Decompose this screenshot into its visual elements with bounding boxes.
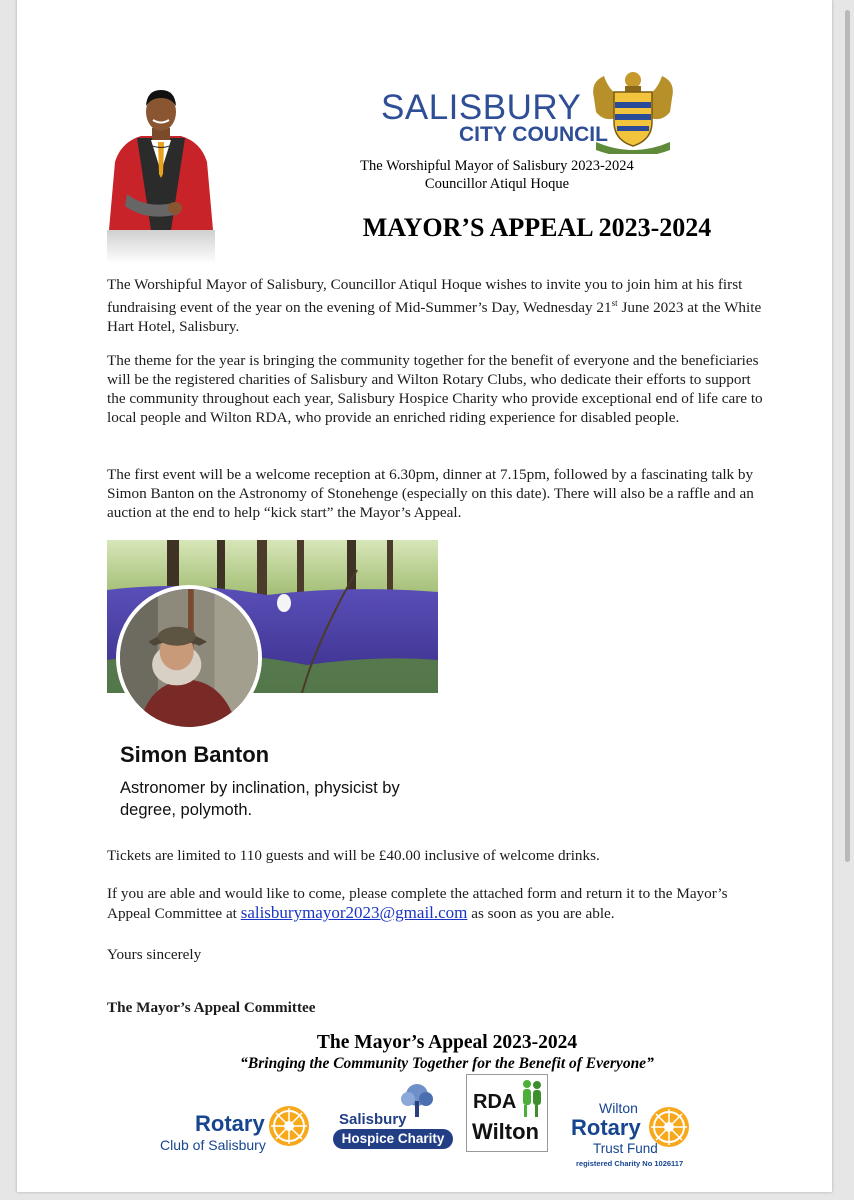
- speaker-name: Simon Banton: [120, 742, 270, 767]
- rotary-wheel-icon: [267, 1104, 311, 1148]
- theme-paragraph: The theme for the year is bringing the community together for the benefit of everyone and the beneficiaries will be the registered charities of Salisbury and Wilton Rotary Clubs, who dedicate their efforts to support the community throughout each year, Salisbury Hospice Charity who provide exceptional end of life care to local people and Wilton RDA, who provide an enriched riding experience for disabled people.: [107, 352, 763, 426]
- footer-quote: “Bringing the Community Together for the Benefit of Everyone”: [240, 1055, 654, 1072]
- event-paragraph: The first event will be a welcome reception at 6.30pm, dinner at 7.15pm, followed by a fascinating talk by Simon Banton on the Astronomy of Stonehenge (especially on this date). There will also be a raffle and an auction at the end to help “kick start” the Mayor’s Appeal.: [107, 466, 754, 521]
- wilton-rotary-word: Rotary: [571, 1115, 641, 1140]
- mayor-line: The Worshipful Mayor of Salisbury 2023-2024: [360, 158, 634, 174]
- council-logo: [381, 68, 681, 154]
- hospice-charity-logo: [333, 1083, 455, 1153]
- speaker-avatar: [116, 585, 262, 731]
- footer-title: The Mayor’s Appeal 2023-2024: [316, 1032, 578, 1053]
- form-text-b: as soon as you are able.: [467, 905, 615, 922]
- wilton-rotary-logo: [565, 1100, 705, 1172]
- form-text-a: If you are able and would like to come, please complete the attached form and return it to the Mayor’s Appeal Committee at: [107, 885, 728, 922]
- hospice-pill: Hospice Charity: [333, 1129, 453, 1149]
- rotary-word: Rotary: [195, 1111, 265, 1136]
- hospice-word: Salisbury: [339, 1111, 407, 1128]
- wilton-rotary-reg: registered Charity No 1026117: [576, 1159, 684, 1168]
- coat-of-arms-icon: [586, 68, 680, 154]
- rotary-sub: Club of Salisbury: [160, 1137, 266, 1153]
- riders-icon: [520, 1079, 544, 1117]
- scrollbar[interactable]: [845, 10, 850, 862]
- invitation-text-b: June 2023 at the White Hart Hotel, Salisbury.: [107, 299, 762, 336]
- speaker-bio: Astronomer by inclination, physicist by degree, polymoth.: [120, 779, 400, 819]
- councillor-line: Councillor Atiqul Hoque: [424, 176, 570, 192]
- page-title: MAYOR’S APPEAL 2023-2024: [362, 213, 712, 242]
- tickets-paragraph: Tickets are limited to 110 guests and will be £40.00 inclusive of welcome drinks.: [107, 847, 600, 864]
- invitation-text-a: The Worshipful Mayor of Salisbury, Councillor Atiqul Hoque wishes to invite you to join him at his first fundraising event of the year on the evening of Mid-Summer’s Day, Wednesday 21: [107, 276, 743, 317]
- rotary-wheel-icon: [647, 1105, 691, 1149]
- rda-wilton-logo: [466, 1074, 548, 1152]
- mayor-photo: [107, 82, 215, 264]
- wilton-word: Wilton: [472, 1119, 539, 1144]
- signoff: The Mayor’s Appeal Committee: [107, 999, 316, 1016]
- rotary-salisbury-logo: [160, 1104, 310, 1159]
- invitation-paragraph: [107, 275, 767, 336]
- logo-council-text: CITY COUNCIL: [459, 123, 608, 146]
- form-paragraph: [107, 884, 767, 923]
- email-link[interactable]: salisburymayor2023@gmail.com: [240, 903, 468, 922]
- logo-salisbury-text: SALISBURY: [381, 88, 582, 127]
- rda-word: RDA: [473, 1091, 517, 1113]
- document-page: [17, 0, 832, 1192]
- wilton-rotary-top: Wilton: [599, 1100, 638, 1116]
- closing-line: Yours sincerely: [107, 946, 202, 963]
- wilton-rotary-sub: Trust Fund: [593, 1141, 658, 1156]
- date-suffix: st: [611, 298, 618, 308]
